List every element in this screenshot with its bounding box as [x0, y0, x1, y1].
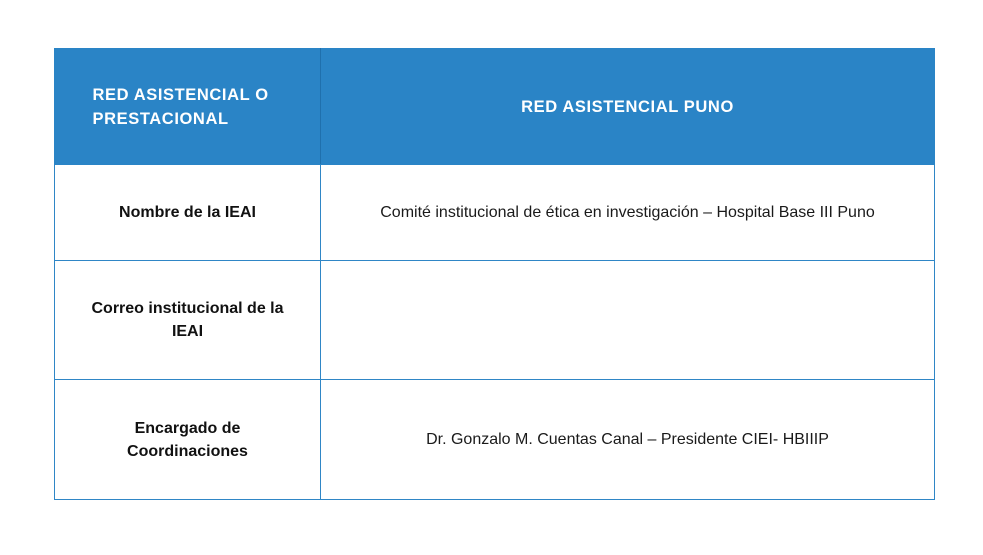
- row-value-iea-email: [321, 261, 935, 380]
- row-label-iea-email: [55, 261, 321, 380]
- row-label-iea-email-text: Correo institucional de la IEAI: [91, 300, 284, 340]
- table-row: [55, 165, 935, 261]
- table-row: [55, 380, 935, 500]
- row-label-iea-name: Nombre de la IEAI: [55, 165, 321, 261]
- header-cell-network-name: [321, 49, 935, 165]
- row-label-coordinator-text: Encargado de Coordinaciones: [127, 419, 248, 460]
- header-label-network-name: RED ASISTENCIAL PUNO: [521, 97, 734, 116]
- header-label-network: RED ASISTENCIAL O PRESTACIONAL: [92, 85, 269, 128]
- info-table: [54, 48, 935, 500]
- table-row: [55, 261, 935, 380]
- header-cell-network: [55, 49, 321, 165]
- row-value-iea-name: Comité institucional de ética en investigación – Hospital Base III Puno: [321, 165, 935, 261]
- row-value-coordinator: Dr. Gonzalo M. Cuentas Canal – Presidente CIEI- HBIIIP: [321, 380, 935, 500]
- table-header-row: [55, 49, 935, 165]
- row-label-coordinator: [55, 380, 321, 500]
